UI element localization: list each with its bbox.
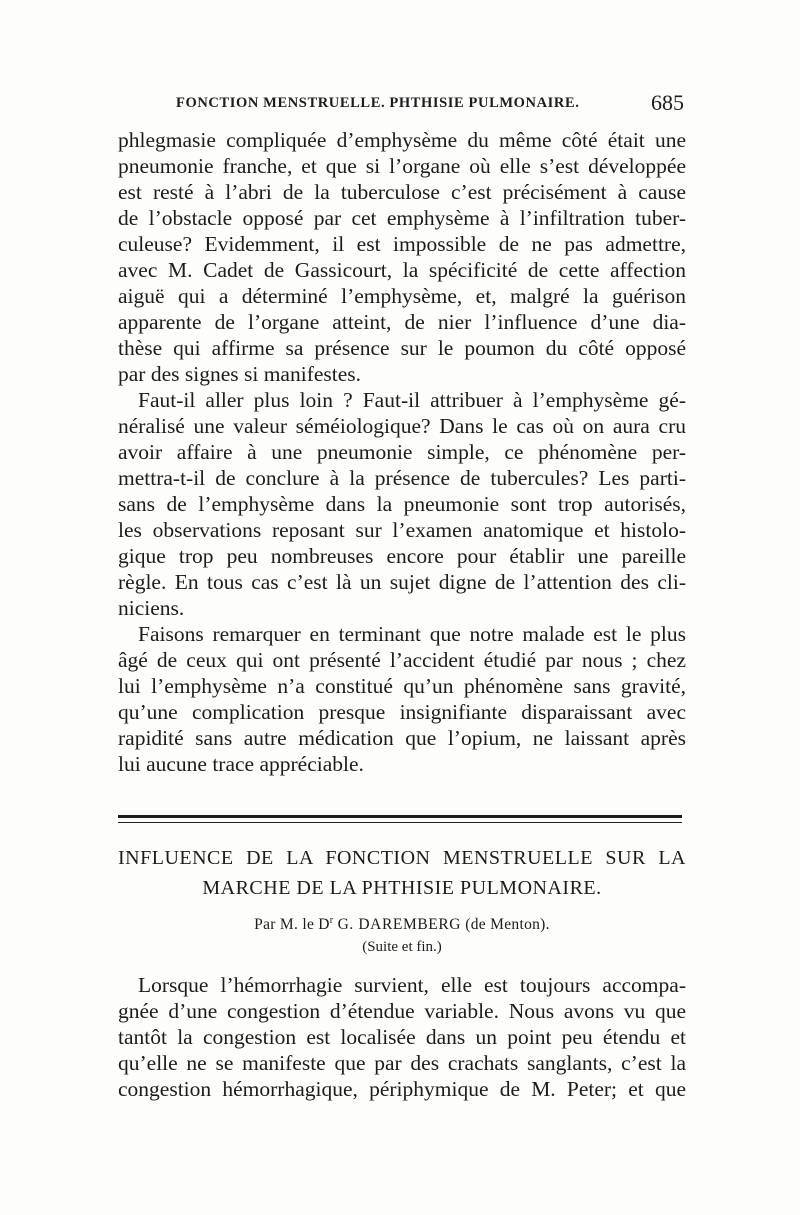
text-line: niciens.	[118, 596, 185, 620]
section-divider-thick	[118, 815, 682, 818]
text-line: congestion hémorrhagique, périphymique de M. Peter; et que	[118, 1077, 686, 1101]
text-line: gnée d’une congestion d’étendue variable. Nous avons vu que	[118, 999, 686, 1023]
page-number: 685	[651, 90, 684, 115]
text-line: pneumonie franche, et que si l’organe où elle s’est développée	[118, 154, 686, 178]
text-line: rapidité sans autre médication que l’opium, ne laissant après	[118, 726, 686, 750]
text-line: culeuse? Evidemment, il est impossible de ne pas admettre,	[118, 232, 686, 256]
byline-prefix: Par M. le D	[254, 916, 330, 934]
text-line: aiguë qui a déterminé l’emphysème, et, malgré la guérison	[118, 284, 686, 308]
text-line: tantôt la congestion est localisée dans un point peu étendu et	[118, 1025, 686, 1049]
text-line: par des signes si manifestes.	[118, 362, 362, 386]
text-line: de l’obstacle opposé par cet emphysème à l’infiltration tuber-	[118, 206, 686, 230]
author-location: (de Menton).	[465, 916, 550, 934]
text-line: mettra-t-il de conclure à la présence de tubercules? Les parti-	[118, 466, 686, 490]
text-line: apparente de l’organe atteint, de nier l’influence d’une dia-	[118, 310, 686, 334]
text-line: sans de l’emphysème dans la pneumonie sont trop autorisés,	[118, 492, 686, 516]
text-line: néralisé une valeur séméiologique? Dans le cas où on aura cru	[118, 414, 686, 438]
text-line: est resté à l’abri de la tuberculose c’est précisément à cause	[118, 180, 686, 204]
text-line: règle. En tous cas c’est là un sujet digne de l’attention des cli-	[118, 570, 686, 594]
running-title: FONCTION MENSTRUELLE. PHTHISIE PULMONAIRE.	[176, 95, 580, 111]
page-header	[118, 90, 686, 120]
byline-superscript: r	[329, 915, 334, 926]
text-line: Lorsque l’hémorrhagie survient, elle est toujours accompa-	[138, 973, 686, 997]
text-line: les observations reposant sur l’examen anatomique et histolo-	[118, 518, 686, 542]
text-line: avoir affaire à une pneumonie simple, ce phénomène per-	[118, 440, 686, 464]
text-line: qu’une complication presque insignifiante disparaissant avec	[118, 700, 686, 724]
text-line: gique trop peu nombreuses encore pour établir une pareille	[118, 544, 686, 568]
text-line: avec M. Cadet de Gassicourt, la spécificité de cette affection	[118, 258, 686, 282]
text-line: thèse qui affirme sa présence sur le poumon du côté opposé	[118, 336, 686, 360]
text-line: âgé de ceux qui ont présenté l’accident étudié par nous ; chez	[118, 648, 686, 672]
text-line: lui aucune trace appréciable.	[118, 752, 364, 776]
text-line: qu’elle ne se manifeste que par des crachats sanglants, c’est la	[118, 1051, 686, 1075]
article-title-line-1: INFLUENCE DE LA FONCTION MENSTRUELLE SUR LA	[118, 847, 686, 869]
text-line: lui l’emphysème n’a constitué qu’un phénomène sans gravité,	[118, 674, 686, 698]
text-line: phlegmasie compliquée d’emphysème du même côté était une	[118, 128, 686, 152]
byline	[118, 911, 686, 935]
author-name: G. DAREMBERG	[337, 916, 462, 934]
continuation-note: (Suite et fin.)	[362, 939, 442, 955]
article-title-line-2: MARCHE DE LA PHTHISIE PULMONAIRE.	[202, 877, 602, 899]
section-divider-thin	[118, 822, 682, 823]
text-line: Faisons remarquer en terminant que notre malade est le plus	[138, 622, 686, 646]
text-line: Faut-il aller plus loin ? Faut-il attribuer à l’emphysème gé-	[138, 388, 686, 412]
